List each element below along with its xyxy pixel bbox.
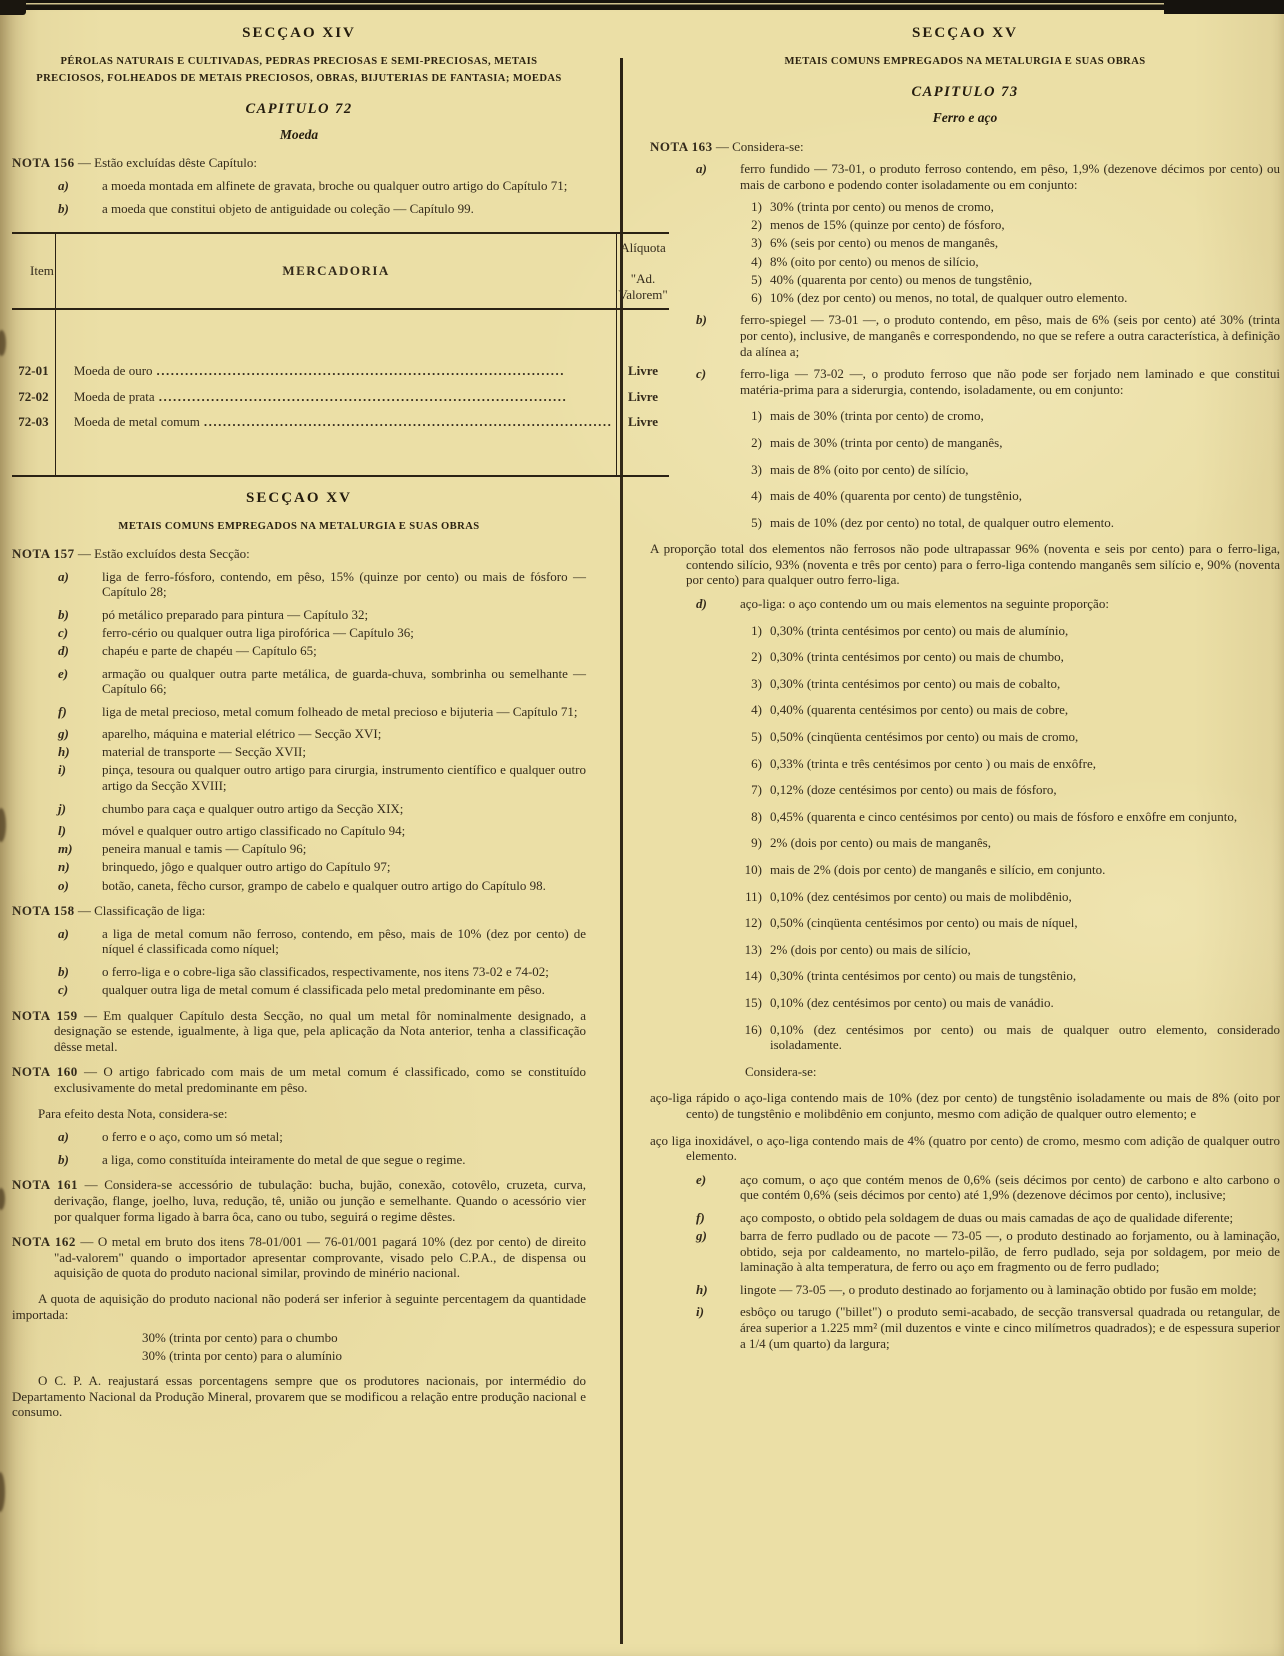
note-paragraph [12, 1008, 586, 1055]
sub-list-item-text: 6% (seis por cento) ou menos de manganês, [770, 235, 999, 251]
sub-list-item-text: 0,50% (cinqüenta centésimos por cento) ou mais de níquel, [770, 915, 1078, 931]
list-item [58, 982, 586, 998]
description-text: Moeda de ouro [73, 363, 153, 379]
list-item [58, 762, 586, 793]
list-item [58, 643, 586, 659]
list-item-text: brinquedo, jôgo e qualquer outro artigo do Capítulo 97; [102, 859, 391, 875]
list-item-label: b) [696, 312, 707, 328]
list-item [696, 161, 1280, 192]
paragraph: Para efeito desta Nota, considera-se: [38, 1105, 228, 1121]
sub-list-item-text: 0,10% (dez centésimos por cento) ou mais de molibdênio, [770, 888, 1072, 904]
list-item-text: o ferro-liga e o cobre-liga são classificados, respectivamente, nos itens 73-02 e 74-02; [102, 963, 549, 979]
sub-list-item-text: 2% (dois por cento) ou mais de manganês, [770, 835, 991, 851]
table-cell-rate: Livre [627, 414, 659, 430]
note-number: NOTA 159 [12, 1007, 78, 1023]
sub-list-item [736, 408, 1280, 424]
table-row [12, 384, 669, 410]
table-header-aliquota-line1: Alíquota [620, 239, 666, 255]
chapter-title: CAPITULO 73 [911, 83, 1019, 100]
sub-list-item [736, 217, 1280, 233]
sub-list-item-text: 0,50% (cinqüenta centésimos por cento) ou mais de cromo, [770, 729, 1079, 745]
description-text: Moeda de metal comum [73, 414, 200, 430]
sub-list-item [736, 272, 1280, 288]
list-item [696, 366, 1280, 397]
description-text: Moeda de prata [73, 388, 155, 404]
paragraph: A proporção total dos elementos não ferrosos não pode ultrapassar 96% (noventa e seis por cento) para o ferro-liga, contendo silício, 93% (noventa e três por cento) para o ferro-liga contendo manganês sem silício e, 90% (noventa por cento) para qualquer outro ferro-liga. [650, 541, 1280, 588]
sub-list-item [736, 1022, 1280, 1053]
list-item [58, 704, 586, 720]
chapter-subtitle: Ferro e aço [932, 110, 998, 126]
note-text: — Classificação de liga: [77, 903, 206, 919]
sub-list-item [736, 254, 1280, 270]
list-item-label: d) [696, 596, 707, 612]
list-item-label: i) [696, 1304, 704, 1320]
list-item-label: a) [58, 1129, 69, 1145]
table-spacer-cell [55, 435, 617, 476]
sub-list-item-label: 3) [751, 461, 762, 477]
list-item-text: armação ou qualquer outra parte metálica, de guarda-chuva, sombrinha ou semelhante — Capítulo 66; [102, 665, 586, 697]
list-item [696, 1172, 1280, 1203]
sub-list-item [736, 488, 1280, 504]
list-item-label: j) [58, 800, 66, 816]
sub-list-item [736, 756, 1280, 772]
sub-list-item [736, 835, 1280, 851]
table-spacer-cell [12, 309, 55, 358]
sub-list-item-text: 0,30% (trinta centésimos por cento) ou mais de chumbo, [770, 649, 1064, 665]
list-item-text: peneira manual e tamis — Capítulo 96; [102, 841, 307, 857]
note-text: — Considera-se: [715, 138, 804, 154]
list-item-text: aparelho, máquina e material elétrico — Secção XVI; [102, 726, 382, 742]
sub-list-item-label: 10) [744, 862, 762, 878]
list-item-label: h) [696, 1281, 708, 1297]
sub-list-item-text: mais de 30% (trinta por cento) de manganês, [770, 434, 1003, 450]
list-item-label: h) [58, 744, 70, 760]
scan-smudge [0, 330, 6, 356]
list-item-text: ferro-liga — 73-02 —, o produto ferroso que não pode ser forjado nem laminado e que constitui matéria-prima para a siderurgia, contendo, isoladamente, ou em conjunto: [740, 366, 1280, 397]
sub-list-item-label: 11) [745, 888, 762, 904]
sub-list-item-text: 10% (dez por cento) ou menos, no total, de qualquer outro elemento. [770, 289, 1128, 305]
list-item-text: ferro-spiegel — 73-01 —, o produto contendo, em pêso, mais de 6% (seis por cento) até 30% (trinta por cento), inclusive, de manganês e correspondendo, no que se refere a outra característica, à definição da alínea a; [740, 312, 1280, 359]
list-item-text: o ferro e o aço, como um só metal; [102, 1129, 283, 1145]
list-item [58, 625, 586, 641]
list-item-text: ferro fundido — 73-01, o produto ferroso contendo, em pêso, 1,9% (dezenove décimos por cento) ou mais de carbono e podendo conter isoladamente ou em conjunto: [740, 161, 1280, 192]
list-item-text: a liga, como constituída inteiramente do metal de que segue o regime. [102, 1151, 466, 1167]
sub-list-item [736, 623, 1280, 639]
sub-list-item [736, 729, 1280, 745]
note-paragraph [12, 1177, 586, 1224]
list-item-text: aço comum, o aço que contém menos de 0,6% (seis décimos por cento) de carbono e alto carbono o que contém 0,6% (seis décimos por cento) até 1,9% (dezenove décimos por cento), inclusive; [740, 1171, 1280, 1203]
note-number: NOTA 156 [12, 155, 75, 171]
list-item [58, 1129, 586, 1145]
page-top-border [0, 0, 1284, 10]
sub-list-item-label: 2) [751, 434, 762, 450]
sub-list-item-text: menos de 15% (quinze por cento) de fósforo, [770, 217, 1005, 233]
table-cell-description [55, 409, 617, 435]
left-column [12, 16, 668, 1428]
sub-list-item-label: 5) [751, 271, 762, 287]
note-number: NOTA 161 [12, 1177, 78, 1193]
list-item [58, 744, 586, 760]
list-item [58, 878, 586, 894]
list-item-text: a moeda que constitui objeto de antiguidade ou coleção — Capítulo 99. [102, 200, 474, 216]
sub-list-item [736, 995, 1280, 1011]
note-paragraph [12, 155, 586, 171]
list-item [696, 1304, 1280, 1351]
paragraph: O C. P. A. reajustará essas porcentagens sempre que os produtores nacionais, por intermédio do Departamento Nacional da Produção Mineral, provarem que se modificou a relação entre produção nacional e consumo. [12, 1373, 586, 1420]
sub-list-item-text: 0,30% (trinta centésimos por cento) ou mais de cobalto, [770, 675, 1061, 691]
sub-list-item [736, 649, 1280, 665]
list-item [58, 569, 586, 600]
list-item [696, 1228, 1280, 1275]
list-item-label: m) [58, 841, 73, 857]
list-item [58, 726, 586, 742]
sub-list-item [736, 968, 1280, 984]
list-item-text: a moeda montada em alfinete de gravata, broche ou qualquer outro artigo do Capítulo 71; [102, 178, 568, 194]
list-item [696, 1282, 1280, 1298]
table-header-mercadoria: MERCADORIA [55, 233, 617, 309]
list-item-label: g) [696, 1228, 707, 1244]
sub-list-item-text: 2% (dois por cento) ou mais de silício, [770, 941, 971, 957]
sub-list-item-text: mais de 40% (quarenta por cento) de tungstênio, [770, 488, 1022, 504]
list-item-text: chumbo para caça e qualquer outro artigo da Secção XIX; [102, 800, 404, 816]
sub-list-item-label: 14) [744, 968, 762, 984]
chapter-title: CAPITULO 72 [245, 100, 353, 117]
sub-list-item-text: 0,12% (doze centésimos por cento) ou mais de fósforo, [770, 782, 1057, 798]
section-title: SECÇAO XV [246, 490, 352, 507]
sub-list-item-label: 1) [751, 199, 762, 215]
sub-list-item-label: 3) [751, 675, 762, 691]
dotted-leader [74, 363, 613, 379]
list-item-text: liga de metal precioso, metal comum folheado de metal precioso e bijuteria — Capítulo 71; [102, 703, 578, 719]
note-text: — O artigo fabricado com mais de um metal comum é classificado, como se constituído exclusivamente do metal predominante em pêso. [54, 1064, 586, 1095]
sub-list-item-text: mais de 2% (dois por cento) de manganês e silício, em conjunto. [770, 862, 1106, 878]
sub-list-item-label: 6) [751, 289, 762, 305]
paragraph: A quota de aquisição do produto nacional não poderá ser inferior à seguinte percentagem da quantidade importada: [12, 1290, 586, 1322]
list-item [58, 859, 586, 875]
list-item [696, 596, 1280, 612]
sub-list-item [736, 702, 1280, 718]
section-title: SECÇAO XV [912, 25, 1018, 41]
list-item-label: a) [58, 178, 69, 194]
sub-list-item-text: 40% (quarenta por cento) ou menos de tungstênio, [770, 271, 1033, 287]
note-paragraph [12, 546, 586, 562]
sub-list-item [736, 915, 1280, 931]
sub-list-item [736, 889, 1280, 905]
sub-list-item-text: mais de 8% (oito por cento) de silício, [770, 461, 969, 477]
list-item-label: n) [58, 859, 70, 875]
sub-list-item-text: 0,33% (trinta e três centésimos por cento ) ou mais de enxôfre, [770, 755, 1096, 771]
section-subtitle: METAIS COMUNS EMPREGADOS NA METALURGIA E SUAS OBRAS [784, 56, 1146, 67]
list-item-text: pó metálico preparado para pintura — Capítulo 32; [102, 606, 369, 622]
section-subtitle: METAIS COMUNS EMPREGADOS NA METALURGIA E SUAS OBRAS [118, 521, 480, 533]
sub-list-item-label: 13) [744, 941, 762, 957]
sub-list-item-text: 8% (oito por cento) ou menos de silício, [770, 253, 979, 269]
table-spacer-cell [12, 435, 55, 476]
scan-smudge [0, 1188, 5, 1210]
list-item [58, 201, 586, 217]
table-cell-description [55, 384, 617, 410]
list-item-text: liga de ferro-fósforo, contendo, em pêso, 15% (quinze por cento) ou mais de fósforo — Capítulo 28; [102, 568, 586, 600]
scan-smudge [0, 1472, 5, 1512]
table-cell-description [55, 358, 617, 384]
table-cell-item-code: 72-03 [18, 414, 49, 430]
table-cell-rate: Livre [627, 388, 659, 404]
table-cell-rate: Livre [627, 363, 659, 379]
list-item-text: ferro-cério ou qualquer outra liga pirofórica — Capítulo 36; [102, 624, 414, 640]
table-header-aliquota-line2: "Ad. Valorem" [618, 271, 668, 303]
list-item-label: g) [58, 726, 69, 742]
table-cell-item-code: 72-01 [18, 363, 49, 379]
right-column [650, 16, 1280, 1358]
list-item [58, 1152, 586, 1168]
note-paragraph [12, 1064, 586, 1095]
note-text: — Estão excluídas dêste Capítulo: [77, 155, 257, 171]
list-item-label: o) [58, 877, 69, 893]
section-title: SECÇAO XIV [242, 25, 356, 41]
sub-list-item [736, 782, 1280, 798]
sub-list-item-label: 6) [751, 755, 762, 771]
paragraph: Considera-se: [745, 1063, 817, 1079]
list-item [696, 312, 1280, 359]
scan-smudge [0, 808, 6, 842]
list-item-text: qualquer outra liga de metal comum é classificada pelo metal predominante em pêso. [102, 982, 545, 998]
table-spacer-row [12, 309, 669, 358]
table-spacer-cell [55, 309, 617, 358]
list-item [58, 801, 586, 817]
sub-list-item-label: 4) [751, 702, 762, 718]
sub-list-item-text: 0,30% (trinta centésimos por cento) ou mais de alumínio, [770, 622, 1069, 638]
leader-dots [153, 363, 613, 379]
list-item-text: chapéu e parte de chapéu — Capítulo 65; [102, 642, 317, 658]
list-item-text: a liga de metal comum não ferroso, contendo, em pêso, mais de 10% (dez por cento) de níquel é classificada como níquel; [102, 925, 586, 957]
sub-list-item [736, 809, 1280, 825]
sub-list-item-text: 0,40% (quarenta centésimos por cento) ou mais de cobre, [770, 702, 1069, 718]
list-item-text: móvel e qualquer outro artigo classificado no Capítulo 94; [102, 823, 406, 839]
sub-list-item-text: 0,10% (dez centésimos por cento) ou mais de qualquer outro elemento, considerado isoladamente. [770, 1021, 1280, 1053]
list-item-label: f) [696, 1209, 705, 1225]
list-item-label: c) [58, 624, 69, 640]
tariff-table [12, 232, 669, 477]
list-item [58, 964, 586, 980]
sub-list-item [736, 515, 1280, 531]
table-header-row [12, 233, 669, 309]
quota-line: 30% (trinta por cento) para o alumínio [142, 1347, 342, 1363]
list-item [58, 823, 586, 839]
list-item-text: barra de ferro pudlado ou de pacote — 73-05 —, o produto destinado ao forjamento, ou à laminação, obtido, seja por caldeamento, no martelo-pilão, de ferro pudlado, seja por soldagem, por meio de laminação à alta temperatura, de ferro ou aço em fragmento ou de ferro pudlado; [740, 1228, 1280, 1275]
sub-list-item [736, 942, 1280, 958]
list-item-text: esbôço ou tarugo ("billet") o produto semi-acabado, de secção transversal quadrada ou retangular, de área superior a 1.225 mm² (mil duzentos e vinte e cinco milímetros quadrados); e de espessura superior a 1/4 (um quarto) da largura; [740, 1304, 1280, 1351]
list-item [58, 926, 586, 957]
sub-list-item-label: 8) [751, 808, 762, 824]
sub-list-item-label: 16) [744, 1021, 762, 1037]
paragraph: aço liga inoxidável, o aço-liga contendo mais de 4% (quatro por cento) de cromo, mesmo com adição de qualquer outro elemento. [650, 1132, 1280, 1164]
list-item [58, 178, 586, 194]
list-item-text: pinça, tesoura ou qualquer outro artigo para cirurgia, instrumento científico e qualquer outro artigo da Secção XVIII; [102, 762, 586, 794]
sub-list-item-label: 2) [751, 649, 762, 665]
sub-list-item [736, 676, 1280, 692]
sub-list-item-label: 4) [751, 488, 762, 504]
table-header-item: Item [12, 233, 55, 309]
sub-list-item-label: 1) [751, 408, 762, 424]
sub-list-item-text: 0,45% (quarenta e cinco centésimos por cento) ou mais de fósforo e enxôfre em conjunto, [770, 808, 1238, 824]
page-top-border-cap [1164, 0, 1284, 14]
note-number: NOTA 158 [12, 903, 75, 919]
list-item-label: a) [58, 925, 69, 941]
list-item-label: f) [58, 703, 67, 719]
sub-list-item-label: 3) [751, 235, 762, 251]
leader-dots [155, 389, 613, 405]
list-item-text: lingote — 73-05 —, o produto destinado ao forjamento ou à laminação obtido por fusão em molde; [740, 1281, 1257, 1297]
sub-list-item [736, 290, 1280, 306]
leader-dots [200, 414, 613, 430]
sub-list-item-text: 0,10% (dez centésimos por cento) ou mais de vanádio. [770, 994, 1054, 1010]
sub-list-item [736, 435, 1280, 451]
chapter-subtitle: Moeda [279, 127, 319, 143]
list-item-label: c) [696, 366, 707, 382]
list-item-label: b) [58, 1151, 69, 1167]
paragraph: aço-liga rápido o aço-liga contendo mais de 10% (dez por cento) de tungstênio isoladamente ou mais de 8% (oito por cento) de tungstênio e molibdênio em conjunto, mesmo com adição de qualquer outro elemento; e [650, 1090, 1280, 1121]
note-paragraph [12, 903, 586, 919]
list-item [58, 841, 586, 857]
sub-list-item-label: 5) [751, 729, 762, 745]
list-item-label: e) [696, 1171, 707, 1187]
sub-list-item-label: 7) [751, 782, 762, 798]
note-number: NOTA 163 [650, 138, 713, 154]
dotted-leader [74, 389, 613, 405]
note-text: — Considera-se accessório de tubulação: bucha, bujão, conexão, cotovêlo, cruzeta, curva, derivação, flange, joelho, luva, redução, tê, união ou junção e semelhante. Quando o acessório vier por qualquer forma ligado à barra ôca, cano ou tubo, seguirá o regime dêstes. [54, 1177, 586, 1224]
table-row [12, 409, 669, 435]
list-item-label: l) [58, 823, 66, 839]
sub-list-item-text: 0,30% (trinta centésimos por cento) ou mais de tungstênio, [770, 968, 1077, 984]
list-item-label: b) [58, 963, 69, 979]
note-text: — Estão excluídos desta Secção: [77, 545, 250, 561]
table-row [12, 358, 669, 384]
list-item [696, 1210, 1280, 1226]
list-item-label: i) [58, 762, 66, 778]
list-item-label: a) [696, 161, 707, 177]
sub-list-item-text: 30% (trinta por cento) ou menos de cromo, [770, 199, 994, 215]
note-number: NOTA 162 [12, 1234, 76, 1250]
sub-list-item [736, 235, 1280, 251]
list-item-label: e) [58, 665, 69, 681]
note-text: — Em qualquer Capítulo desta Secção, no qual um metal fôr nominalmente designado, a designação se estende, igualmente, à liga que, pela aplicação da Nota anterior, tenha a classificação dêsse metal. [54, 1007, 586, 1054]
list-item-label: b) [58, 200, 69, 216]
quota-line: 30% (trinta por cento) para o chumbo [142, 1330, 338, 1346]
sub-list-item-label: 15) [744, 994, 762, 1010]
note-number: NOTA 157 [12, 545, 75, 561]
list-item-label: a) [58, 568, 69, 584]
list-item-label: c) [58, 982, 69, 998]
page-top-border-cap-left [0, 0, 26, 15]
list-item-text: material de transporte — Secção XVII; [102, 744, 306, 760]
sub-list-item-text: mais de 10% (dez por cento) no total, de qualquer outro elemento. [770, 514, 1115, 530]
sub-list-item [736, 199, 1280, 215]
section-subtitle: PÉROLAS NATURAIS E CULTIVADAS, PEDRAS PRECIOSAS E SEMI-PRECIOSAS, METAIS PRECIOSOS, FOLHEADOS DE METAIS PRECIOSOS, OBRAS, BIJUTERIAS DE FANTASIA; MOEDAS [36, 56, 562, 84]
sub-list-item-label: 4) [751, 253, 762, 269]
table-spacer-row [12, 435, 669, 476]
list-item [58, 666, 586, 697]
note-paragraph [650, 139, 1280, 155]
dotted-leader [74, 414, 613, 430]
sub-list-item-label: 5) [751, 514, 762, 530]
list-item [58, 607, 586, 623]
note-paragraph [12, 1234, 586, 1281]
list-item-label: d) [58, 642, 69, 658]
sub-list-item-label: 2) [751, 217, 762, 233]
sub-list-item-label: 9) [751, 835, 762, 851]
list-item-text: aço composto, o obtido pela soldagem de duas ou mais camadas de aço de qualidade diferente; [740, 1209, 1234, 1225]
sub-list-item-text: mais de 30% (trinta por cento) de cromo, [770, 408, 984, 424]
list-item-label: b) [58, 606, 69, 622]
sub-list-item [736, 862, 1280, 878]
note-number: NOTA 160 [12, 1064, 78, 1080]
list-item-text: botão, caneta, fêcho cursor, grampo de cabelo e qualquer outro artigo do Capítulo 98. [102, 877, 546, 893]
table-cell-item-code: 72-02 [18, 388, 49, 404]
sub-list-item [736, 462, 1280, 478]
note-text: — O metal em bruto dos itens 78-01/001 — 76-01/001 pagará 10% (dez por cento) de direito "ad-valorem" quando o importador apresentar comprovante, visado pelo C.P.A., de dispensa ou aquisição de quota do produto nacional similar, provindo de minério nacional. [54, 1234, 586, 1281]
sub-list-item-label: 1) [751, 622, 762, 638]
list-item-text: aço-liga: o aço contendo um ou mais elementos na seguinte proporção: [740, 596, 1109, 612]
sub-list-item-label: 12) [744, 915, 762, 931]
